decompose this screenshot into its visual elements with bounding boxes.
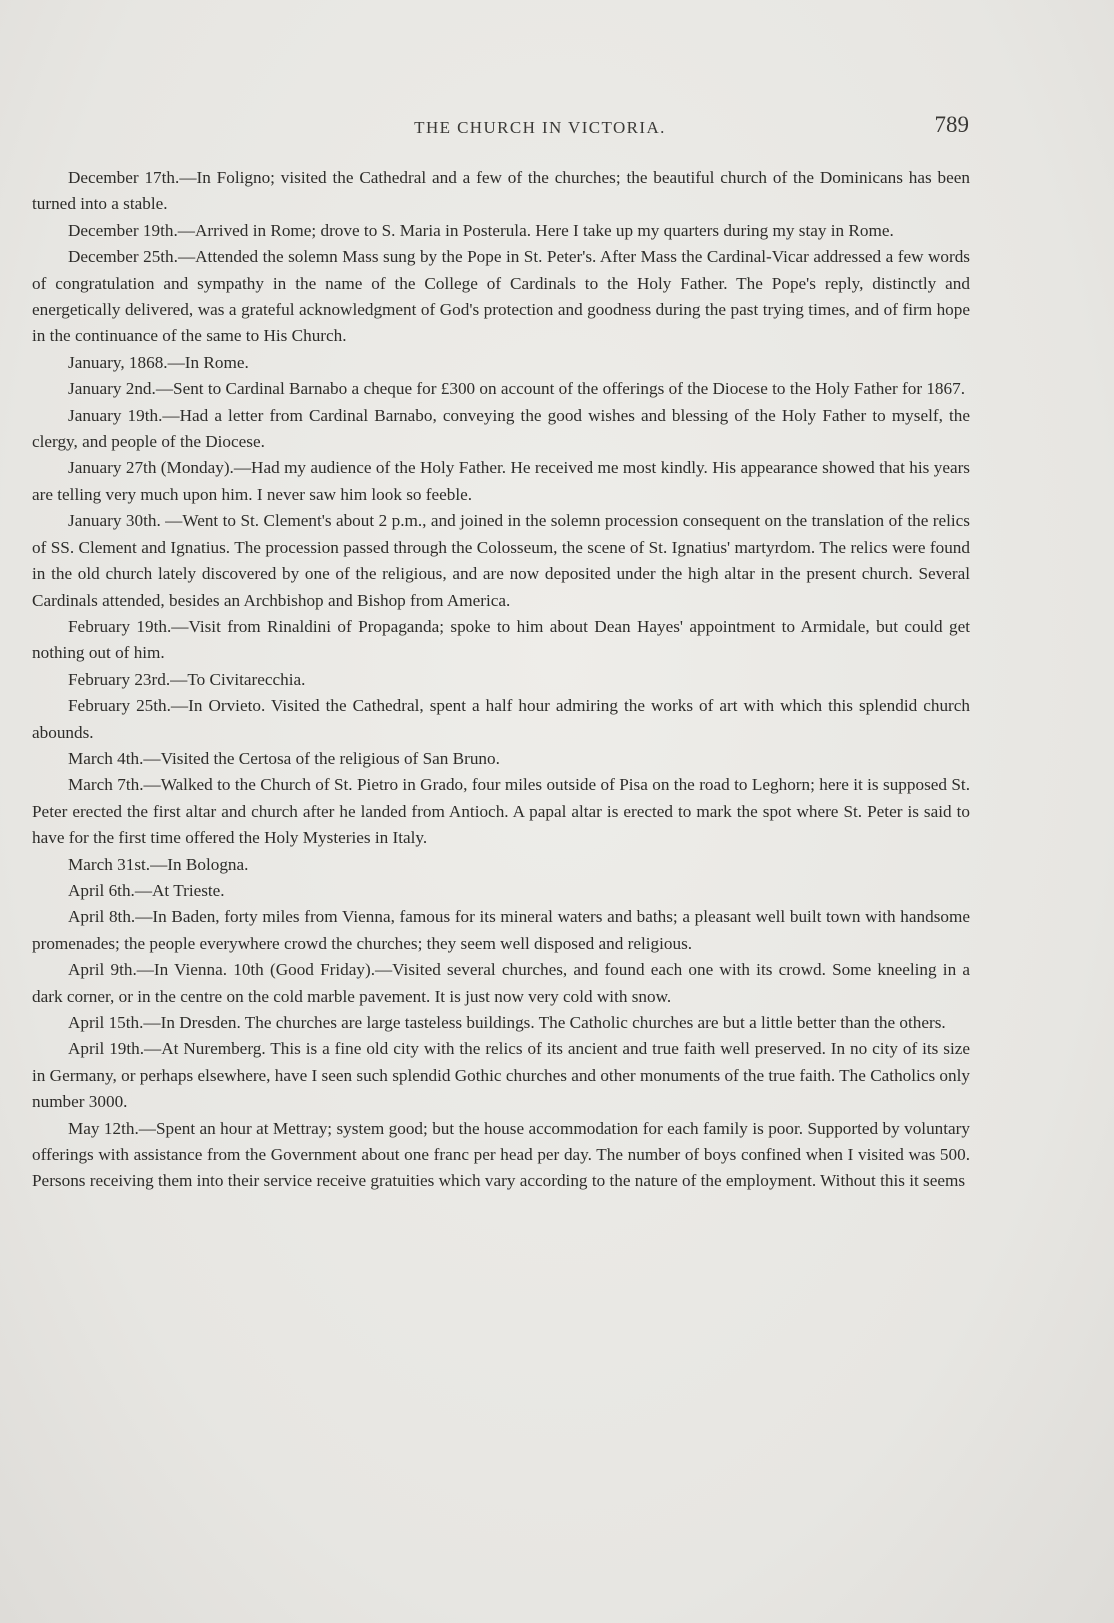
diary-entry: April 15th.—In Dresden. The churches are large tasteless buildings. The Catholic churches are but a little better than the others. [68, 1013, 946, 1032]
diary-entry: April 19th.—At Nuremberg. This is a fine old city with the relics of its ancient and true faith well preserved. In no city of its size in Germany, or perhaps elsewhere, have I seen such splendid Gothic churches and other monuments of the true faith. The Catholics only number 3000. [32, 1039, 970, 1112]
diary-entry: February 19th.—Visit from Rinaldini of Propaganda; spoke to him about Dean Hayes' appointment to Armidale, but could get nothing out of him. [32, 616, 970, 663]
running-title: THE CHURCH IN VICTORIA. [414, 118, 666, 137]
diary-entry: May 12th.—Spent an hour at Mettray; system good; but the house accommodation for each family is poor. Supported by voluntary offerings with assistance from the Government about one franc per head per day. The number of boys confined when I visited was 500. Persons receiving them into their service receive gratuities which vary according to the nature of the employment. Without this it seems [32, 1118, 970, 1191]
diary-entry: March 31st.—In Bologna. [68, 854, 249, 874]
diary-entry: March 4th.—Visited the Certosa of the religious of San Bruno. [68, 748, 500, 768]
diary-entry: January 30th. —Went to St. Clement's about 2 p.m., and joined in the solemn procession consequent on the translation of the relics of SS. Clement and Ignatius. The procession passed through the Colosseum, the scene of St. Ignatius' martyrdom. The relics were found in the old church lately discovered by one of the religious, and are now deposited under the high altar in the present church. Several Cardinals attended, besides an Archbishop and Bishop from America. [32, 511, 970, 610]
diary-entry: March 7th.—Walked to the Church of St. Pietro in Grado, four miles outside of Pisa on the road to Leghorn; here it is supposed St. Peter erected the first altar and church after he landed from Antioch. A papal altar is erected to mark the spot where St. Peter is said to have for the first time offered the Holy Mysteries in Italy. [32, 775, 970, 848]
diary-entry: January 19th.—Had a letter from Cardinal Barnabo, conveying the good wishes and blessing of the Holy Father to myself, the clergy, and people of the Diocese. [32, 405, 970, 452]
diary-entry: January 2nd.—Sent to Cardinal Barnabo a cheque for £300 on account of the offerings of the Diocese to the Holy Father for 1867. [68, 379, 966, 399]
page-number: 789 [934, 112, 969, 137]
diary-entry: April 8th.—In Baden, forty miles from Vienna, famous for its mineral waters and baths; a pleasant well built town with handsome promenades; the people everywhere crowd the churches; they seem well disposed and religious. [32, 907, 970, 953]
diary-entry: February 25th.—In Orvieto. Visited the Cathedral, spent a half hour admiring the works of art with which this splendid church abounds. [32, 696, 970, 742]
diary-entry: April 9th.—In Vienna. 10th (Good Friday).—Visited several churches, and found each one with its crowd. Some kneeling in a dark corner, or in the centre on the cold marble pavement. It is just now very cold with snow. [32, 960, 970, 1006]
running-header [0, 112, 1114, 142]
body-text [32, 165, 970, 1195]
diary-entry: January 27th (Monday).—Had my audience of the Holy Father. He received me most kindly. His appearance showed that his years are telling very much upon him. I never saw him look so feeble. [32, 458, 970, 504]
diary-entry: February 23rd.—To Civitarecchia. [68, 669, 306, 689]
diary-entry: December 25th.—Attended the solemn Mass sung by the Pope in St. Peter's. After Mass the Cardinal-Vicar addressed a few words of congratulation and sympathy in the name of the College of Cardinals to the Holy Father. The Pope's reply, distinctly and energetically delivered, was a grateful acknowledgment of God's protection and goodness during the past trying times, and of firm hope in the continuance of the same to His Church. [32, 247, 970, 346]
diary-entry: December 19th.—Arrived in Rome; drove to S. Maria in Posterula. Here I take up my quarters during my stay in Rome. [68, 220, 894, 240]
diary-entry: January, 1868.—In Rome. [68, 352, 249, 372]
diary-entry: December 17th.—In Foligno; visited the Cathedral and a few of the churches; the beautiful church of the Dominicans has been turned into a stable. [32, 168, 970, 214]
diary-entry: April 6th.—At Trieste. [68, 880, 225, 900]
